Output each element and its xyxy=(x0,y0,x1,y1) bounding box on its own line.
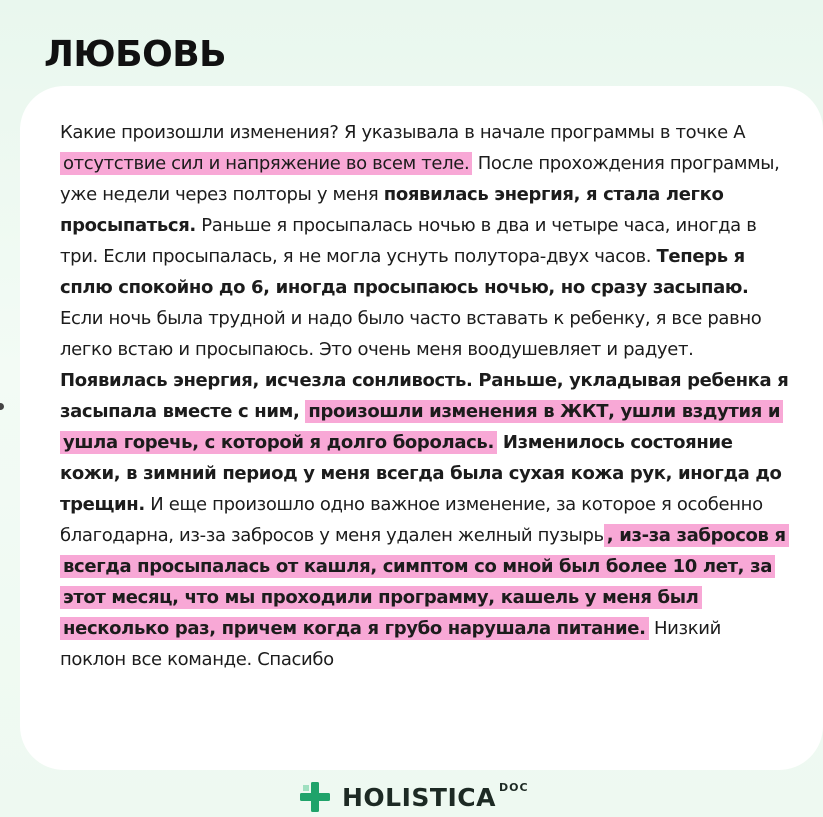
bold-segment: Появилась энергия, исчезла сонливость. Раньше, укладывая ребенка я засыпала вместе с ним, xyxy=(60,370,789,422)
review-segment: Раньше я просыпалась ночью в два и четыре часа, иногда в три. Если просыпалась, я не могла уснуть полутора-двух часов. xyxy=(60,215,757,267)
logo-suffix: DOC xyxy=(498,780,529,794)
edge-dot xyxy=(0,403,4,410)
bold-highlighted-segment: , из-за забросов я всегда просыпалась от кашля, симптом со мной был более 10 лет, за этот месяц, что мы проходили программу, кашель у меня был несколько раз, причем когда я грубо нарушала питание. xyxy=(60,524,789,640)
holistica-plus-icon xyxy=(298,780,332,814)
review-segment: Если ночь была трудной и надо было часто вставать к ребенку, я все равно легко встаю и просыпаюсь. Это очень меня воодушевляет и радует. xyxy=(60,308,762,360)
logo-name: HOLISTICA xyxy=(342,782,496,812)
bold-highlighted-segment: произошли изменения в ЖКТ, ушли вздутия и ушла горечь, с которой я долго боролась. xyxy=(60,400,783,454)
review-segment: После прохождения программы, уже недели через полторы у меня xyxy=(60,153,780,205)
review-text xyxy=(60,117,790,675)
page-title: ЛЮБОВЬ xyxy=(44,34,227,75)
review-segment: Низкий поклон все команде. Спасибо xyxy=(60,618,721,670)
brand-logo xyxy=(298,780,529,814)
bold-segment: Теперь я сплю спокойно до 6, иногда просыпаюсь ночью, но сразу засыпаю. xyxy=(60,246,749,298)
bold-segment: появилась энергия, я стала легко просыпаться. xyxy=(60,184,724,236)
review-segment: Какие произошли изменения? Я указывала в начале программы в точке А xyxy=(60,122,746,143)
review-segment: И еще произошло одно важное изменение, за которое я особенно благодарна, из-за забросов у меня удален желный пузырь xyxy=(60,494,763,546)
bold-segment: Изменилось состояние кожи, в зимний период у меня всегда была сухая кожа рук, иногда до трещин. xyxy=(60,432,782,515)
highlighted-segment: отсутствие сил и напряжение во всем теле. xyxy=(60,152,472,175)
